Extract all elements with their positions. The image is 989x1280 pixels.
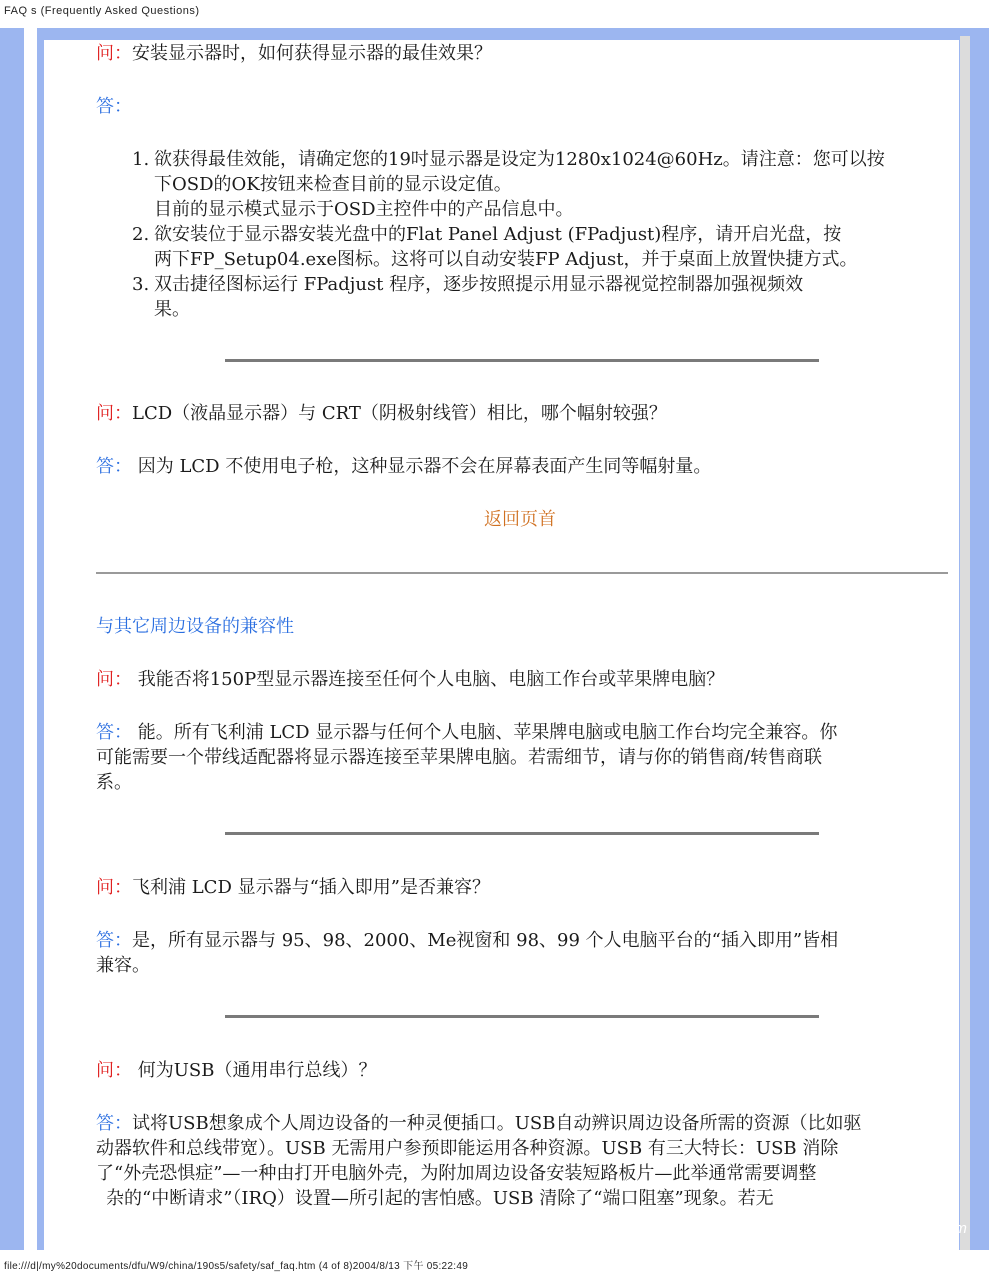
answer-text-continued: 系。 <box>96 772 132 793</box>
answer-compatibility <box>96 721 837 745</box>
answer-text-continued: 可能需要一个带线适配器将显示器连接至苹果牌电脑。若需细节，请与你的销售商/转售商联 <box>96 747 823 768</box>
answer-text: 试将USB想象成个人周边设备的一种灵便插口。USB自动辨识周边设备所需的资源（比如驱 <box>132 1113 862 1134</box>
question-text: 我能否将150P型显示器连接至任何个人电脑、电脑工作台或苹果牌电脑？ <box>137 669 725 690</box>
answer-label: 答： <box>96 722 132 743</box>
answer-usb <box>96 1112 861 1136</box>
answer-text-continued: 兼容。 <box>96 955 150 976</box>
section-title: 与其它周边设备的兼容性 <box>96 616 294 637</box>
answer-label: 答： <box>96 456 132 477</box>
question-text: 安装显示器时，如何获得显示器的最佳效果？ <box>132 43 492 64</box>
answer-plug-and-play <box>96 929 838 953</box>
question-label: 问： <box>96 877 132 898</box>
question-label: 问： <box>96 43 132 64</box>
divider <box>225 1015 819 1018</box>
answer-label: 答： <box>96 96 132 117</box>
scrollbar-track[interactable] <box>960 36 970 1250</box>
question-text: 飞利浦 LCD 显示器与“插入即用”是否兼容？ <box>132 877 491 898</box>
answer-label: 答： <box>96 930 132 951</box>
list-text-continued: 两下FP_Setup04.exe图标。这将可以自动安装FP Adjust，并于桌面上放置快捷方式。 <box>154 249 858 270</box>
answer-text-continued: 了“外壳恐惧症”—一种由打开电脑外壳，为附加周边设备安装短路板片—此举通常需要调整 <box>96 1163 817 1184</box>
list-text: 欲安装位于显示器安装光盘中的Flat Panel Adjust (FPadjust)程序，请开启光盘，按 <box>154 224 842 245</box>
list-text-continued: 目前的显示模式显示于OSD主控件中的产品信息中。 <box>154 199 574 220</box>
list-text-continued: 下OSD的OK按钮来检查目前的显示设定值。 <box>154 174 512 195</box>
list-number: 2. <box>132 224 150 245</box>
answer-text: 是，所有显示器与 95、98、2000、Me视窗和 98、99 个人电脑平台的“插入即用”皆相 <box>132 930 839 951</box>
list-item <box>132 273 803 297</box>
question-text: 何为USB（通用串行总线）？ <box>137 1060 377 1081</box>
question-label: 问： <box>96 403 132 424</box>
print-header: FAQ s (Frequently Asked Questions) <box>4 5 200 17</box>
question-radiation <box>96 402 667 426</box>
question-compatibility <box>96 668 724 692</box>
list-item <box>132 223 841 247</box>
list-number: 3. <box>132 274 150 295</box>
list-text: 欲获得最佳效能，请确定您的19吋显示器是设定为1280x1024@60Hz。请注意：您可以按 <box>154 149 885 170</box>
content-area <box>44 40 959 1250</box>
question-install <box>96 42 492 66</box>
question-usb <box>96 1059 376 1083</box>
answer-text-continued: 杂的“中断请求”（IRQ）设置—所引起的害怕感。USB 清除了“端口阻塞”现象。若无 <box>106 1188 774 1209</box>
print-footer: file:///d|/my%20documents/dfu/W9/china/190s5/safety/saf_faq.htm (4 of 8)2004/8/13 下午 05:22:49 <box>4 1261 469 1272</box>
list-number: 1. <box>132 149 150 170</box>
list-text-continued: 果。 <box>154 299 190 320</box>
left-margin-strip <box>24 28 37 1250</box>
answer-text-continued: 动器软件和总线带宽）。USB 无需用户参预即能运用各种资源。USB 有三大特长：USB 消除 <box>96 1138 839 1159</box>
back-to-top-link[interactable]: 返回页首 <box>484 509 556 530</box>
answer-text: 因为 LCD 不使用电子枪，这种显示器不会在屏幕表面产生同等幅射量。 <box>137 456 712 477</box>
watermark: jingyan.baidu.com <box>846 1220 967 1237</box>
divider <box>225 832 819 835</box>
question-label: 问： <box>96 1060 132 1081</box>
answer-label: 答： <box>96 1113 132 1134</box>
page-frame <box>0 28 989 1250</box>
answer-radiation <box>96 455 711 479</box>
question-plug-and-play <box>96 876 490 900</box>
divider <box>225 359 819 362</box>
question-label: 问： <box>96 669 132 690</box>
section-divider <box>96 572 948 574</box>
answer-text: 能。所有飞利浦 LCD 显示器与任何个人电脑、苹果牌电脑或电脑工作台均完全兼容。你 <box>137 722 838 743</box>
list-text: 双击捷径图标运行 FPadjust 程序，逐步按照提示用显示器视觉控制器加强视频效 <box>154 274 804 295</box>
list-item <box>132 148 885 172</box>
question-text: LCD（液晶显示器）与 CRT（阴极射线管）相比，哪个幅射较强？ <box>132 403 667 424</box>
